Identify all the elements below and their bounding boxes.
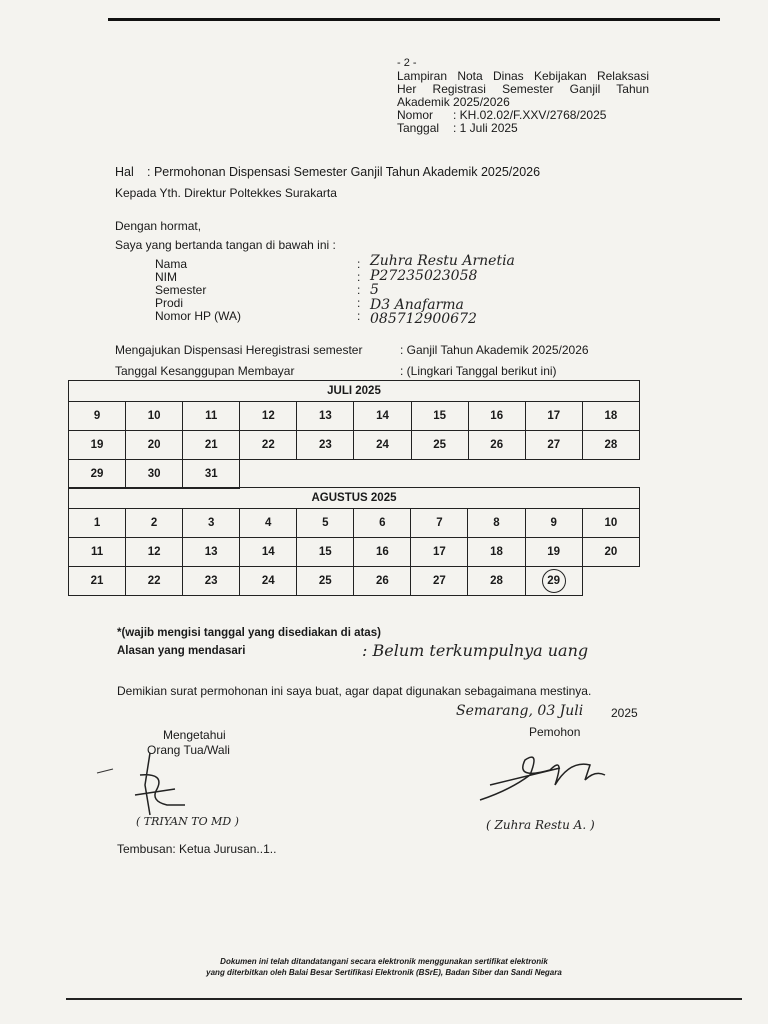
ortu-label: Orang Tua/Wali [147, 743, 230, 757]
calendar-day-number: 3 [207, 517, 215, 529]
calendar-day-cell[interactable] [240, 538, 297, 567]
calendar-day-cell[interactable] [297, 509, 354, 538]
calendar-day-number: 10 [147, 410, 161, 422]
calendar-day-number: 17 [433, 546, 446, 558]
applicant-field-values [370, 254, 515, 327]
calendar-day-cell[interactable] [582, 431, 639, 460]
calendar-august [68, 487, 640, 596]
calendar-day-number: 21 [90, 575, 104, 587]
calendar-day-number: 30 [147, 468, 161, 480]
calendar-day-number: 12 [147, 546, 161, 558]
prodi-label: Prodi [155, 296, 184, 310]
calendar-day-cell[interactable] [411, 567, 468, 596]
calendar-day-cell[interactable] [126, 567, 183, 596]
calendar-day-cell[interactable] [525, 402, 582, 431]
calendar-day-number: 22 [261, 439, 275, 451]
kesanggupan-value: : (Lingkari Tanggal berikut ini) [400, 364, 557, 378]
wajib-note: *(wajib mengisi tanggal yang disediakan di atas) [117, 627, 381, 639]
calendar-day-cell[interactable] [240, 402, 297, 431]
hal-value: : Permohonan Dispensasi Semester Ganjil Tahun Akademik 2025/2026 [147, 165, 541, 179]
calendar-day-number: 23 [319, 439, 332, 451]
calendar-day-cell[interactable] [582, 402, 639, 431]
mengetahui-label: Mengetahui [163, 728, 226, 742]
calendar-day-number: 18 [604, 410, 618, 422]
calendar-day-number: 10 [604, 517, 618, 529]
calendar-day-cell[interactable] [354, 509, 411, 538]
bottom-rule [66, 998, 742, 1000]
calendar-day-number: 20 [604, 546, 618, 558]
calendar-day-number: 24 [261, 575, 275, 587]
attachment-header [397, 70, 649, 135]
header-line-2: Her Registrasi Semester Ganjil Tahun [397, 82, 649, 96]
calendar-day-cell[interactable] [297, 402, 354, 431]
calendar-day-number: 15 [318, 546, 332, 558]
calendar-day-number: 5 [322, 517, 329, 529]
calendar-day-number: 16 [490, 410, 504, 422]
prodi-value: D3 Anafarma [370, 296, 464, 313]
calendar-day-cell[interactable] [126, 431, 183, 460]
calendar-day-cell[interactable] [525, 431, 582, 460]
calendar-day-number: 19 [547, 546, 561, 558]
footer-line-2: yang diterbitkan oleh Balai Besar Sertifikasi Elektronik (BSrE), Badan Siber dan Sandi Negara [206, 968, 562, 977]
calendar-day-number: 9 [550, 517, 557, 529]
calendar-day-number: 28 [604, 439, 618, 451]
applicant-field-labels [155, 258, 241, 323]
semester-label: Semester [155, 283, 207, 297]
calendar-day-number: 31 [204, 468, 218, 480]
calendar-day-number: 1 [93, 517, 101, 529]
footer-line-1: Dokumen ini telah ditandatangani secara elektronik menggunakan sertifikat elektronik [220, 957, 548, 966]
guardian-signature [95, 745, 195, 825]
calendar-day-number: 18 [490, 546, 503, 558]
calendar-july [68, 380, 640, 489]
calendar-day-cell[interactable] [69, 567, 126, 596]
nomor-label: Nomor [397, 108, 434, 122]
calendar-day-number: 9 [93, 410, 101, 422]
calendar-day-cell[interactable] [183, 460, 240, 489]
calendar-july-title: JULI 2025 [69, 381, 640, 402]
calendar-day-cell[interactable] [468, 567, 525, 596]
calendar-day-number: 16 [375, 546, 389, 558]
applicant-signature [470, 740, 620, 815]
calendar-empty-cell [240, 460, 640, 489]
alasan-value: : Belum terkumpulnya uang [362, 641, 589, 660]
closing-statement: Demikian surat permohonan ini saya buat, agar dapat digunakan sebagaimana mestinya. [117, 684, 592, 698]
calendar-day-number: 19 [90, 439, 104, 451]
calendar-day-number: 6 [379, 517, 386, 529]
calendar-day-cell[interactable] [354, 538, 411, 567]
calendar-day-cell[interactable] [411, 509, 468, 538]
calendar-day-cell[interactable] [297, 538, 354, 567]
calendar-day-number: 26 [375, 575, 389, 587]
calendar-day-number: 11 [205, 410, 218, 422]
tanggal-value: : 1 Juli 2025 [453, 121, 518, 135]
calendar-day-cell[interactable] [126, 460, 183, 489]
kesanggupan-label: Tanggal Kesanggupan Membayar [115, 364, 295, 378]
greeting: Dengan hormat, [115, 219, 202, 233]
tanggal-label: Tanggal [397, 121, 440, 135]
calendar-day-cell[interactable] [183, 431, 240, 460]
calendar-august-title: AGUSTUS 2025 [69, 488, 640, 509]
calendar-day-number: 25 [433, 439, 446, 451]
calendar-day-cell[interactable] [240, 567, 297, 596]
calendar-day-cell[interactable] [582, 509, 639, 538]
calendar-day-number: 28 [490, 575, 503, 587]
pemohon-label: Pemohon [529, 725, 581, 739]
calendar-day-number: 24 [376, 439, 389, 451]
nim-value: P27235023058 [370, 267, 478, 284]
calendar-day-cell[interactable] [297, 567, 354, 596]
calendar-day-cell[interactable] [354, 567, 411, 596]
calendar-day-number: 20 [147, 439, 161, 451]
calendar-day-cell[interactable] [183, 538, 240, 567]
nama-value: Zuhra Restu Arnetia [370, 253, 515, 269]
page-marker: - 2 - [397, 57, 417, 69]
tembusan: Tembusan: Ketua Jurusan..1.. [117, 842, 277, 856]
hp-value: 085712900672 [370, 311, 477, 327]
calendar-day-cell[interactable] [525, 538, 582, 567]
semester-value: 5 [370, 282, 379, 298]
calendar-day-number: 25 [318, 575, 332, 587]
calendar-day-number: 8 [493, 517, 500, 529]
calendar-day-number: 23 [204, 575, 218, 587]
calendar-day-cell[interactable] [183, 402, 240, 431]
nim-label: NIM [155, 270, 177, 284]
intro-text: Saya yang bertanda tangan di bawah ini : [115, 238, 336, 252]
calendar-day-cell[interactable] [468, 431, 525, 460]
calendar-day-number: 29 [90, 468, 104, 480]
calendar-day-cell[interactable] [411, 402, 468, 431]
calendar-day-cell[interactable] [69, 431, 126, 460]
pengajuan-value: : Ganjil Tahun Akademik 2025/2026 [400, 343, 589, 357]
hal-label: Hal [115, 165, 134, 179]
header-line-3: Akademik 2025/2026 [397, 95, 510, 109]
place-date: Semarang, 03 Juli [456, 703, 584, 719]
calendar-day-cell[interactable] [297, 431, 354, 460]
alasan-label: Alasan yang mendasari [117, 645, 246, 657]
calendar-day-cell[interactable] [183, 509, 240, 538]
calendar-day-cell[interactable] [411, 431, 468, 460]
guardian-name: ( TRIYAN TO MD ) [136, 815, 239, 828]
calendar-day-cell[interactable] [411, 538, 468, 567]
calendar-day-cell[interactable] [468, 509, 525, 538]
calendar-day-number: 4 [265, 517, 272, 529]
calendar-day-cell[interactable] [126, 509, 183, 538]
calendar-day-cell[interactable] [126, 538, 183, 567]
top-rule [108, 18, 720, 21]
calendar-day-number: 17 [547, 410, 561, 422]
circled-day: 29 [542, 569, 566, 593]
signature-year: 2025 [611, 706, 638, 720]
calendar-day-number: 12 [261, 410, 275, 422]
calendar-day-number: 7 [436, 517, 443, 529]
calendar-day-number: 11 [90, 546, 104, 558]
calendar-day-cell[interactable] [582, 538, 639, 567]
calendar-day-number: 21 [204, 439, 218, 451]
calendar-day-cell[interactable] [69, 509, 126, 538]
calendar-day-cell[interactable] [354, 431, 411, 460]
calendar-day-number: 27 [433, 575, 446, 587]
calendar-day-number: 13 [204, 546, 218, 558]
calendar-day-cell[interactable] [525, 509, 582, 538]
calendar-day-cell[interactable] [468, 538, 525, 567]
calendar-day-cell[interactable] [468, 402, 525, 431]
nama-label: Nama [155, 257, 188, 271]
field-colons: : : : : : [357, 257, 361, 323]
calendar-day-number: 14 [376, 410, 389, 422]
calendar-day-cell[interactable] [183, 567, 240, 596]
applicant-name: ( Zuhra Restu A. ) [486, 818, 595, 832]
subject-line [115, 165, 540, 179]
calendar-day-cell[interactable] [525, 567, 582, 596]
calendar-day-number: 27 [547, 439, 561, 451]
calendar-day-number: 15 [433, 410, 446, 422]
calendar-day-cell[interactable] [126, 402, 183, 431]
calendar-day-number: 13 [319, 410, 332, 422]
calendar-day-cell[interactable] [354, 402, 411, 431]
hp-label: Nomor HP (WA) [155, 309, 242, 323]
calendar-empty-cell [582, 567, 639, 596]
calendar-day-number: 26 [490, 439, 504, 451]
calendar-day-number: 14 [261, 546, 275, 558]
pengajuan-label: Mengajukan Dispensasi Heregistrasi semester [115, 343, 363, 357]
header-line-1: Lampiran Nota Dinas Kebijakan Relaksasi [397, 69, 649, 83]
calendar-day-number: 22 [147, 575, 161, 587]
calendar-day-cell[interactable] [69, 402, 126, 431]
recipient: Kepada Yth. Direktur Poltekkes Surakarta [115, 186, 337, 200]
calendar-day-cell[interactable] [69, 460, 126, 489]
nomor-value: : KH.02.02/F.XXV/2768/2025 [453, 108, 607, 122]
calendar-day-cell[interactable] [240, 431, 297, 460]
calendar-day-cell[interactable] [240, 509, 297, 538]
calendar-day-cell[interactable] [69, 538, 126, 567]
calendar-day-number: 2 [150, 517, 158, 529]
